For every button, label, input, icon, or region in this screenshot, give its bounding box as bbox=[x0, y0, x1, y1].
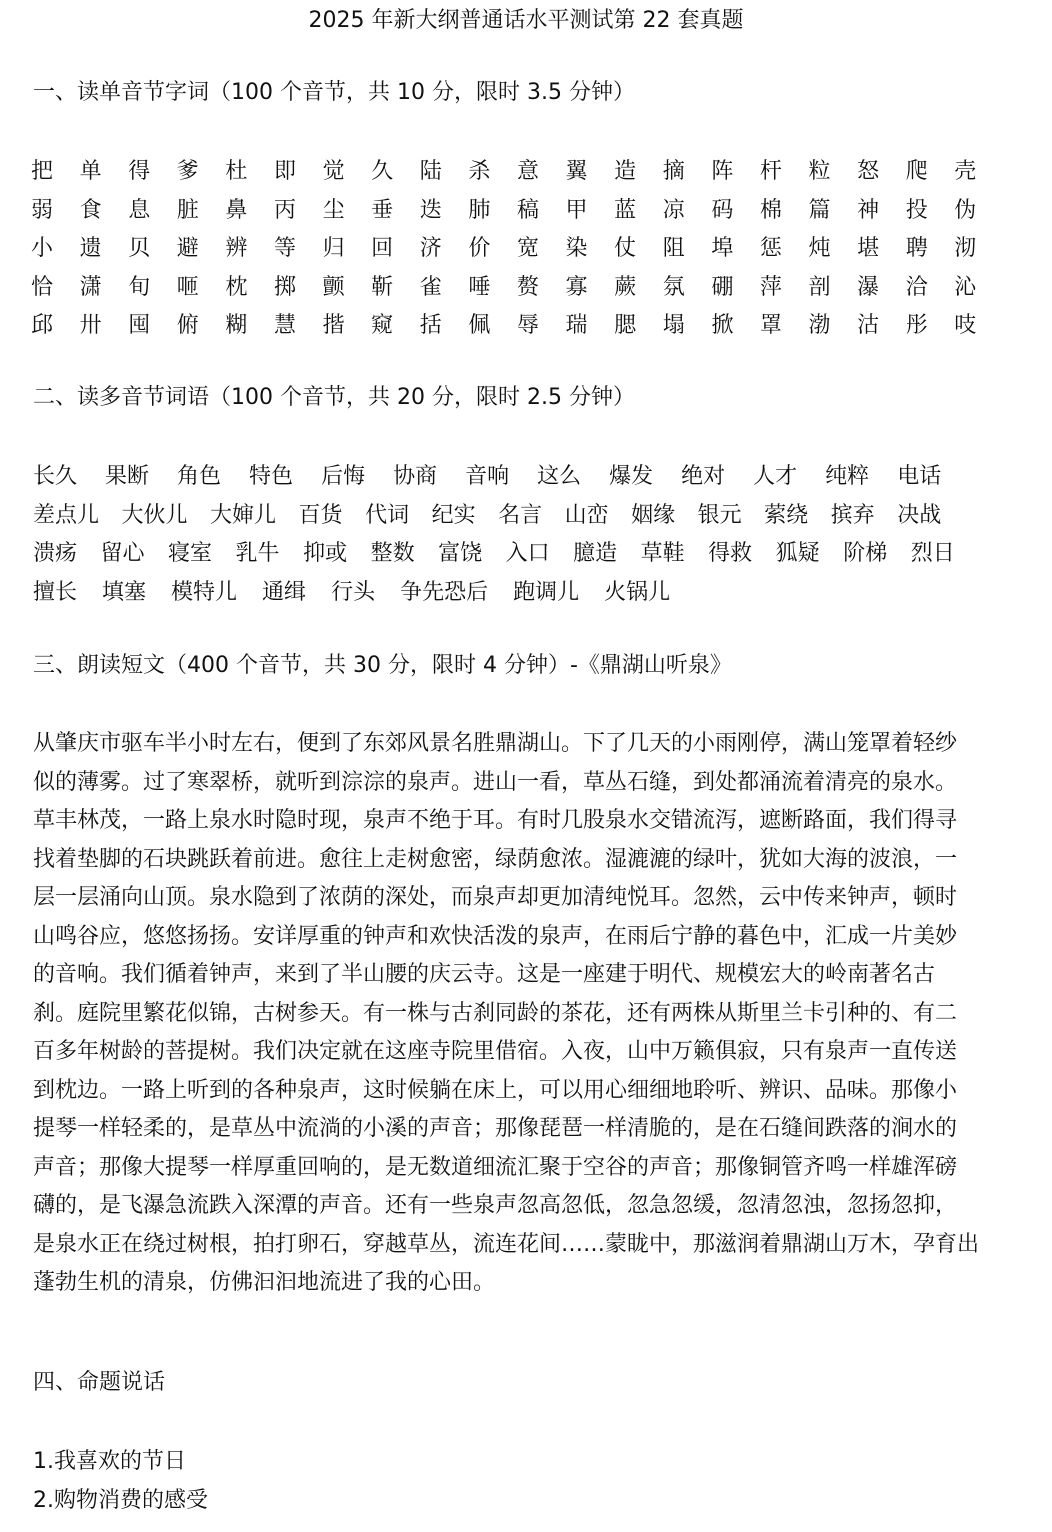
char-item: 赘 bbox=[516, 274, 539, 300]
char-item: 氛 bbox=[662, 274, 685, 300]
char-item: 凉 bbox=[662, 197, 685, 223]
char-item: 染 bbox=[565, 236, 588, 262]
char-item: 意 bbox=[516, 159, 539, 185]
word-item: 通缉 bbox=[262, 579, 307, 605]
word-item: 寝室 bbox=[168, 541, 213, 567]
char-item: 佩 bbox=[468, 313, 491, 339]
char-item: 堪 bbox=[857, 236, 880, 262]
section2-heading: 二、读多音节词语（100 个音节，共 20 分，限时 2.5 分钟） bbox=[33, 385, 635, 410]
char-item: 粒 bbox=[808, 159, 831, 185]
char-item: 阻 bbox=[662, 236, 685, 262]
char-item: 慧 bbox=[273, 313, 296, 339]
char-item: 爬 bbox=[905, 159, 928, 185]
char-item: 伪 bbox=[954, 197, 977, 223]
char-item: 聘 bbox=[905, 236, 928, 262]
word-item: 纪实 bbox=[431, 502, 476, 528]
char-item: 迭 bbox=[419, 197, 442, 223]
char-item: 杆 bbox=[759, 159, 782, 185]
char-item: 硼 bbox=[711, 274, 734, 300]
char-item: 归 bbox=[322, 236, 345, 262]
word-item: 火锅儿 bbox=[604, 579, 671, 605]
char-item: 鼻 bbox=[225, 197, 248, 223]
char-item: 食 bbox=[79, 197, 102, 223]
char-item: 投 bbox=[905, 197, 928, 223]
char-item: 阵 bbox=[711, 159, 734, 185]
char-item: 揩 bbox=[322, 313, 345, 339]
passage-line: 从肇庆市驱车半小时左右，便到了东郊风景名胜鼎湖山。下了几天的小雨刚停，满山笼罩着轻纱 bbox=[33, 731, 958, 756]
word-item: 跑调儿 bbox=[513, 579, 580, 605]
page-title: 2025 年新大纲普通话水平测试第 22 套真题 bbox=[308, 8, 744, 33]
char-item: 甲 bbox=[565, 197, 588, 223]
passage-line: 百多年树龄的菩提树。我们决定就在这座寺院里借宿。入夜，山中万籁俱寂，只有泉声一直传送 bbox=[33, 1039, 958, 1064]
char-row bbox=[31, 307, 1021, 346]
char-item: 辱 bbox=[516, 313, 539, 339]
char-item: 萍 bbox=[759, 274, 782, 300]
word-item: 后悔 bbox=[321, 464, 366, 490]
passage-line: 山鸣谷应，悠悠扬扬。安详厚重的钟声和欢快活泼的泉声，在雨后宁静的暮色中，汇成一片美妙 bbox=[33, 923, 958, 949]
word-item: 大伙儿 bbox=[121, 502, 188, 528]
char-item: 小 bbox=[31, 236, 54, 262]
word-item: 人才 bbox=[753, 464, 798, 490]
char-row bbox=[31, 153, 1021, 192]
char-item: 掀 bbox=[711, 313, 734, 339]
char-item: 罩 bbox=[759, 313, 782, 339]
word-item: 行头 bbox=[331, 579, 376, 605]
char-item: 瀑 bbox=[857, 274, 880, 300]
char-item: 掷 bbox=[273, 274, 296, 300]
char-item: 壳 bbox=[954, 159, 977, 185]
passage-line: 的音响。我们循着钟声，来到了半山腰的庆云寺。这是一座建于明代、规模宏大的岭南著名古 bbox=[33, 962, 936, 987]
word-row bbox=[33, 497, 1023, 536]
word-item: 山峦 bbox=[564, 502, 609, 528]
char-item: 靳 bbox=[371, 274, 394, 300]
word-item: 这么 bbox=[537, 464, 582, 490]
section3-heading: 三、朗读短文（400 个音节，共 30 分，限时 4 分钟）-《鼎湖山听泉》 bbox=[33, 653, 732, 678]
word-item: 擅长 bbox=[33, 579, 78, 605]
char-item: 弱 bbox=[31, 197, 54, 223]
char-item: 陆 bbox=[419, 159, 442, 185]
char-item: 遗 bbox=[79, 236, 102, 262]
char-row bbox=[31, 192, 1021, 231]
word-item: 长久 bbox=[33, 464, 78, 490]
char-item: 摘 bbox=[662, 159, 685, 185]
char-item: 久 bbox=[371, 159, 394, 185]
char-item: 惩 bbox=[759, 236, 782, 262]
char-item: 稿 bbox=[516, 197, 539, 223]
word-item: 抑或 bbox=[303, 541, 348, 567]
char-item: 棉 bbox=[759, 197, 782, 223]
word-item: 富饶 bbox=[438, 541, 483, 567]
passage-line: 声音；那像大提琴一样厚重回响的，是无数道细流汇聚于空谷的声音；那像铜管齐鸣一样雄浑磅 bbox=[33, 1154, 958, 1180]
char-item: 洽 bbox=[905, 274, 928, 300]
passage-line: 蓬勃生机的清泉，仿佛汩汩地流进了我的心田。 bbox=[33, 1270, 496, 1295]
char-item: 神 bbox=[857, 197, 880, 223]
char-item: 俯 bbox=[176, 313, 199, 339]
word-item: 争先恐后 bbox=[400, 579, 489, 605]
char-item: 爹 bbox=[176, 159, 199, 185]
char-item: 蓝 bbox=[614, 197, 637, 223]
passage-line: 找着垫脚的石块跳跃着前进。愈往上走树愈密，绿荫愈浓。湿漉漉的绿叶，犹如大海的波浪，一 bbox=[33, 846, 958, 872]
word-item: 协商 bbox=[393, 464, 438, 490]
single-syllable-grid bbox=[31, 153, 1021, 346]
char-row bbox=[31, 230, 1021, 269]
word-item: 草鞋 bbox=[640, 541, 685, 567]
word-item: 萦绕 bbox=[764, 502, 809, 528]
multi-syllable-grid bbox=[33, 458, 1023, 612]
char-item: 觉 bbox=[322, 159, 345, 185]
char-item: 即 bbox=[273, 159, 296, 185]
char-item: 翼 bbox=[565, 159, 588, 185]
word-row bbox=[33, 458, 1023, 497]
reading-passage bbox=[33, 725, 1023, 1303]
char-item: 渤 bbox=[808, 313, 831, 339]
word-row bbox=[33, 574, 1023, 613]
char-item: 旬 bbox=[128, 274, 151, 300]
word-item: 名言 bbox=[498, 502, 543, 528]
char-item: 得 bbox=[128, 159, 151, 185]
char-item: 单 bbox=[79, 159, 102, 185]
char-item: 尘 bbox=[322, 197, 345, 223]
char-item: 瑞 bbox=[565, 313, 588, 339]
char-item: 沁 bbox=[954, 274, 977, 300]
word-item: 乳牛 bbox=[235, 541, 280, 567]
passage-line: 草丰林茂，一路上泉水时隐时现，泉声不绝于耳。有时几股泉水交错流泻，遮断路面，我们得寻 bbox=[33, 808, 958, 833]
word-item: 决战 bbox=[897, 502, 942, 528]
word-item: 填塞 bbox=[102, 579, 147, 605]
word-row bbox=[33, 535, 1023, 574]
word-item: 大婶儿 bbox=[210, 502, 277, 528]
word-item: 百货 bbox=[298, 502, 343, 528]
passage-line: 似的薄雾。过了寒翠桥，就听到淙淙的泉声。进山一看，草丛石缝，到处都涌流着清亮的泉水。 bbox=[33, 769, 958, 795]
char-item: 怒 bbox=[857, 159, 880, 185]
char-item: 咂 bbox=[176, 274, 199, 300]
word-item: 银元 bbox=[697, 502, 742, 528]
char-item: 宽 bbox=[516, 236, 539, 262]
passage-line: 提琴一样轻柔的，是草丛中流淌的小溪的声音；那像琵琶一样清脆的，是在石缝间跌落的涧水的 bbox=[33, 1116, 958, 1141]
char-item: 彤 bbox=[905, 313, 928, 339]
char-item: 潇 bbox=[79, 274, 102, 300]
char-item: 唾 bbox=[468, 274, 491, 300]
word-item: 代词 bbox=[365, 502, 410, 528]
word-item: 阶梯 bbox=[843, 541, 888, 567]
section4-heading: 四、命题说话 bbox=[33, 1370, 166, 1395]
char-item: 枕 bbox=[225, 274, 248, 300]
passage-line: 礴的，是飞瀑急流跌入深潭的声音。还有一些泉声忽高忽低，忽急忽缓，忽清忽浊，忽扬忽抑， bbox=[33, 1193, 958, 1218]
char-item: 腮 bbox=[614, 313, 637, 339]
word-item: 狐疑 bbox=[775, 541, 820, 567]
char-item: 造 bbox=[614, 159, 637, 185]
passage-line: 是泉水正在绕过树根，拍打卵石，穿越草丛，流连花间……蒙眬中，那滋润着鼎湖山万木，孕育出 bbox=[33, 1231, 980, 1257]
char-item: 囤 bbox=[128, 313, 151, 339]
char-item: 息 bbox=[128, 197, 151, 223]
word-item: 电话 bbox=[897, 464, 942, 490]
word-item: 角色 bbox=[177, 464, 222, 490]
char-item: 恰 bbox=[31, 274, 54, 300]
char-item: 寡 bbox=[565, 274, 588, 300]
char-row bbox=[31, 269, 1021, 308]
word-item: 特色 bbox=[249, 464, 294, 490]
char-item: 括 bbox=[419, 313, 442, 339]
char-item: 价 bbox=[468, 236, 491, 262]
char-item: 肺 bbox=[468, 197, 491, 223]
word-item: 摈弃 bbox=[830, 502, 875, 528]
word-item: 溃疡 bbox=[33, 541, 78, 567]
speaking-topics bbox=[33, 1443, 208, 1520]
word-item: 留心 bbox=[100, 541, 145, 567]
char-item: 剖 bbox=[808, 274, 831, 300]
word-item: 果断 bbox=[105, 464, 150, 490]
char-item: 码 bbox=[711, 197, 734, 223]
topic-item: 1.我喜欢的节日 bbox=[33, 1449, 186, 1474]
char-item: 仗 bbox=[614, 236, 637, 262]
word-item: 整数 bbox=[370, 541, 415, 567]
char-item: 把 bbox=[31, 159, 54, 185]
word-item: 模特儿 bbox=[171, 579, 238, 605]
char-item: 窥 bbox=[371, 313, 394, 339]
passage-line: 到枕边。一路上听到的各种泉声，这时候躺在床上，可以用心细细地聆听、辨识、品味。那像小 bbox=[33, 1077, 958, 1103]
char-item: 塌 bbox=[662, 313, 685, 339]
topic-item: 2.购物消费的感受 bbox=[33, 1487, 208, 1513]
char-item: 辨 bbox=[225, 236, 248, 262]
char-item: 垂 bbox=[371, 197, 394, 223]
section1-heading: 一、读单音节字词（100 个音节，共 10 分，限时 3.5 分钟） bbox=[33, 80, 635, 105]
char-item: 济 bbox=[419, 236, 442, 262]
word-item: 音响 bbox=[465, 464, 510, 490]
word-item: 姻缘 bbox=[631, 502, 676, 528]
word-item: 绝对 bbox=[681, 464, 726, 490]
passage-line: 层一层涌向山顶。泉水隐到了浓荫的深处，而泉声却更加清纯悦耳。忽然，云中传来钟声，顿时 bbox=[33, 885, 958, 910]
char-item: 杀 bbox=[468, 159, 491, 185]
char-item: 脏 bbox=[176, 197, 199, 223]
char-item: 吱 bbox=[954, 313, 977, 339]
word-item: 得救 bbox=[708, 541, 753, 567]
char-item: 杜 bbox=[225, 159, 248, 185]
word-item: 爆发 bbox=[609, 464, 654, 490]
char-item: 雀 bbox=[419, 274, 442, 300]
char-item: 颤 bbox=[322, 274, 345, 300]
word-item: 入口 bbox=[505, 541, 550, 567]
word-item: 臆造 bbox=[573, 541, 618, 567]
char-item: 篇 bbox=[808, 197, 831, 223]
char-item: 等 bbox=[273, 236, 296, 262]
word-item: 烈日 bbox=[910, 541, 955, 567]
char-item: 埠 bbox=[711, 236, 734, 262]
char-item: 糊 bbox=[225, 313, 248, 339]
char-item: 避 bbox=[176, 236, 199, 262]
char-item: 沽 bbox=[857, 313, 880, 339]
char-item: 丙 bbox=[273, 197, 296, 223]
char-item: 蕨 bbox=[614, 274, 637, 300]
char-item: 沏 bbox=[954, 236, 977, 262]
char-item: 回 bbox=[371, 236, 394, 262]
char-item: 卅 bbox=[79, 313, 102, 339]
char-item: 炖 bbox=[808, 236, 831, 262]
passage-line: 刹。庭院里繁花似锦，古树参天。有一株与古刹同龄的茶花，还有两株从斯里兰卡引种的、有二 bbox=[33, 1000, 958, 1026]
char-item: 邱 bbox=[31, 313, 54, 339]
char-item: 贝 bbox=[128, 236, 151, 262]
word-item: 纯粹 bbox=[825, 464, 870, 490]
word-item: 差点儿 bbox=[33, 502, 100, 528]
